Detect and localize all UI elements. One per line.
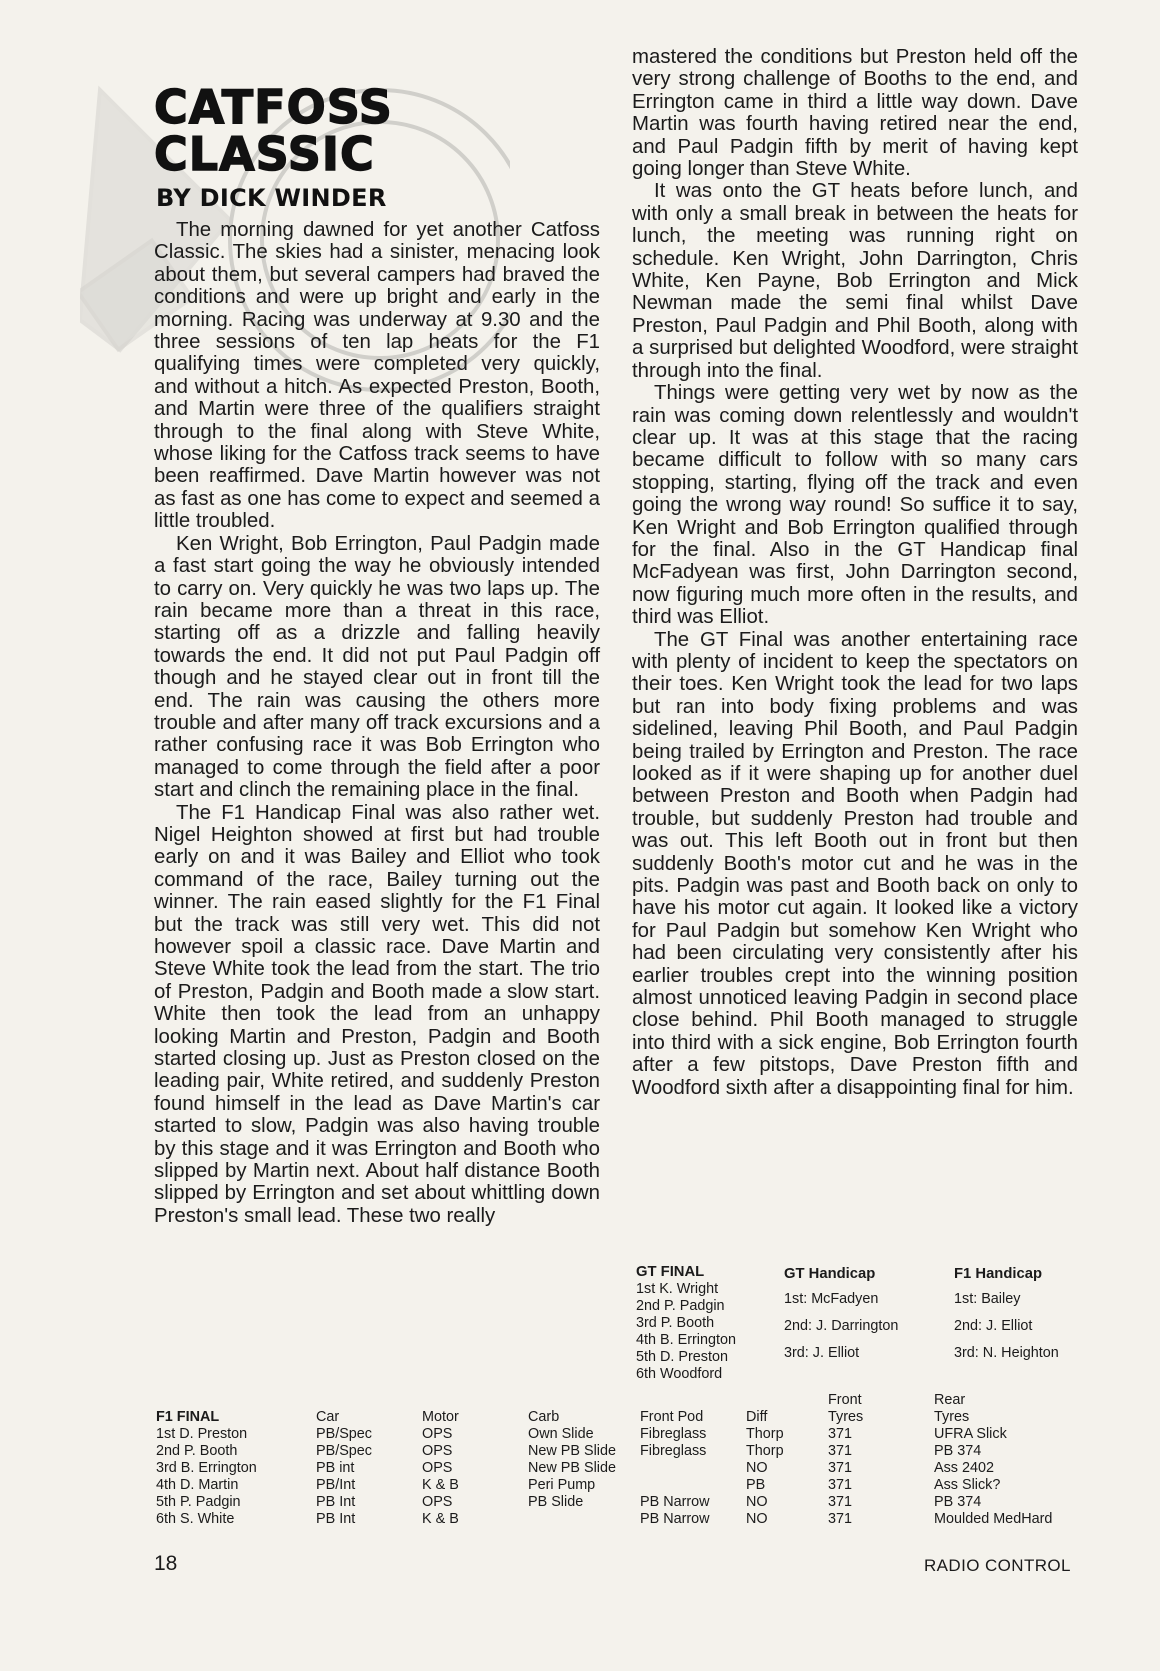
title-line-2: CLASSIC <box>154 127 375 181</box>
rear-tyres-cell: PB 374 <box>934 1494 982 1510</box>
rear-tyres-cell: Ass Slick? <box>934 1477 1001 1493</box>
motor-header: Motor <box>422 1409 459 1425</box>
result-row: 4th B. Errington <box>636 1332 736 1348</box>
front-tyres-header-2: Tyres <box>828 1409 864 1425</box>
rear-tyres-cell: PB 374 <box>934 1443 982 1459</box>
diff-cell: NO <box>746 1494 768 1510</box>
carb-header: Carb <box>528 1409 560 1425</box>
paragraph: It was onto the GT heats before lunch, and with only a small break in between the heats for lunch, the meeting was running right on schedule. Ken Wright, John Darrington, Chris White, Ken Payne, Bob Errington and Mick Newman made the semi final whilst Dave Preston, Paul Padgin and Phil Booth, along with a surprised but delighted Woodford, were straight through into the final. <box>632 180 1078 382</box>
paragraph: The GT Final was another entertaining race with plenty of incident to keep the spectators on their toes. Ken Wright took the lead for two laps but ran into body fixing problems and was sidelined, leaving Phil Booth, and Paul Padgin being trailed by Errington and Preston. The race looked as if it were shaping up for another duel between Preston and Booth when Padgin had trouble, but suddenly Preston had trouble and was out. This left Booth out in front but then suddenly Booth's motor cut and he was in the pits. Padgin was past and Booth back on only to have his motor cut again. It looked like a victory for Paul Padgin but somehow Ken Wright who had been circulating very consistently after his earlier troubles crept into the winning position almost unnoticed leaving Padgin in second place close behind. Phil Booth managed to struggle into third with a sick engine, Bob Errington fourth after a few pitstops, Dave Preston fifth and Woodford sixth after a disappointing final for him. <box>632 628 1078 1099</box>
gt-final-results <box>636 1264 736 1383</box>
page-number: 18 <box>154 1552 178 1575</box>
paragraph: mastered the conditions but Preston held off the very strong challenge of Booths to the end, and Errington came in third a little way down. Dave Martin was fourth having retired near the end, and Paul Padgin fifth by merit of having kept going longer than Steve White. <box>632 46 1078 181</box>
car-cell: PB int <box>316 1460 355 1476</box>
rear-tyres-column <box>934 1392 1052 1528</box>
front-pod-cell <box>640 1477 710 1494</box>
car-cell: PB/Spec <box>316 1443 372 1459</box>
diff-cell: Thorp <box>746 1426 784 1442</box>
paragraph: Things were getting very wet by now as the rain was coming down relentlessly and wouldn't clear up. It was at this stage that the racing became difficult to follow with so many cars stopping, starting, flying off the track and even going the wrong way round! So suffice it to say, Ken Wright and Bob Errington qualified through for the final. Also in the GT Handicap final McFadyean was first, John Darrington second, now figuring much more often in the results, and third was Elliot. <box>632 382 1078 629</box>
result-row: 3rd P. Booth <box>636 1315 715 1331</box>
car-column <box>316 1409 372 1528</box>
front-tyres-column <box>828 1392 863 1528</box>
result-row: 2nd: J. Darrington <box>784 1318 899 1334</box>
rear-tyres-header-2: Tyres <box>934 1409 970 1425</box>
driver-cell: 4th D. Martin <box>156 1477 239 1493</box>
front-tyres-cell: 371 <box>828 1426 853 1442</box>
result-row: 5th D. Preston <box>636 1349 728 1365</box>
car-cell: PB Int <box>316 1494 356 1510</box>
f1-handicap-heading: F1 Handicap <box>954 1266 1042 1282</box>
front-pod-column <box>640 1409 710 1528</box>
driver-column <box>156 1409 257 1528</box>
f1-final-heading: F1 FINAL <box>156 1409 220 1425</box>
paragraph: Ken Wright, Bob Errington, Paul Padgin made a fast start going the way he obviously intended to carry on. Very quickly he was two laps up. The rain became more than a threat in this race, starting off as a drizzle and falling heavily towards the end. It did not put Paul Padgin off though and he stayed clear out in front till the end. The rain was causing the others more trouble and after many off track excursions and a rather confusing race it was Bob Errington who managed to come through the field after a poor start and clinch the remaining place in the final. <box>154 532 600 802</box>
rear-tyres-cell: Ass 2402 <box>934 1460 995 1476</box>
motor-cell: OPS <box>422 1494 453 1510</box>
result-row: 1st: Bailey <box>954 1291 1021 1307</box>
motor-cell: OPS <box>422 1460 453 1476</box>
carb-column <box>528 1409 616 1528</box>
car-cell: PB/Spec <box>316 1426 372 1442</box>
carb-cell: PB Slide <box>528 1494 584 1510</box>
car-header: Car <box>316 1409 340 1425</box>
magazine-name: RADIO CONTROL <box>924 1556 1071 1575</box>
front-pod-cell: Fibreglass <box>640 1426 707 1442</box>
motor-cell: K & B <box>422 1511 459 1527</box>
front-tyres-cell: 371 <box>828 1511 853 1527</box>
rear-tyres-cell: Moulded MedHard <box>934 1511 1053 1527</box>
carb-cell <box>528 1511 616 1528</box>
front-pod-cell <box>640 1460 710 1477</box>
carb-cell: Own Slide <box>528 1426 594 1442</box>
motor-column <box>422 1409 459 1528</box>
title-line-1: CATFOSS <box>154 80 393 134</box>
gt-final-heading: GT FINAL <box>636 1264 705 1280</box>
diff-cell: NO <box>746 1460 768 1476</box>
motor-cell: K & B <box>422 1477 459 1493</box>
diff-cell: Thorp <box>746 1443 784 1459</box>
driver-cell: 2nd P. Booth <box>156 1443 238 1459</box>
result-row: 3rd: N. Heighton <box>954 1345 1059 1361</box>
left-column <box>154 219 600 1227</box>
driver-cell: 1st D. Preston <box>156 1426 248 1442</box>
result-row: 1st K. Wright <box>636 1281 719 1297</box>
gt-handicap-heading: GT Handicap <box>784 1266 876 1282</box>
byline: BY DICK WINDER <box>156 184 387 212</box>
front-tyres-cell: 371 <box>828 1443 853 1459</box>
carb-cell: Peri Pump <box>528 1477 596 1493</box>
front-tyres-header-1: Front <box>828 1392 862 1408</box>
motor-cell: OPS <box>422 1443 453 1459</box>
front-pod-cell: PB Narrow <box>640 1494 710 1510</box>
carb-cell: New PB Slide <box>528 1443 616 1459</box>
car-cell: PB Int <box>316 1511 356 1527</box>
f1-handicap-results <box>954 1264 1059 1367</box>
result-row: 6th Woodford <box>636 1366 723 1382</box>
carb-cell: New PB Slide <box>528 1460 616 1476</box>
front-pod-header: Front Pod <box>640 1409 704 1425</box>
motor-cell: OPS <box>422 1426 453 1442</box>
right-column <box>632 46 1078 1099</box>
rear-tyres-cell: UFRA Slick <box>934 1426 1007 1442</box>
gt-handicap-results <box>784 1264 898 1367</box>
diff-header: Diff <box>746 1409 768 1425</box>
article-title <box>154 80 594 181</box>
diff-cell: PB <box>746 1477 766 1493</box>
driver-cell: 5th P. Padgin <box>156 1494 241 1510</box>
result-row: 3rd: J. Elliot <box>784 1345 860 1361</box>
front-tyres-cell: 371 <box>828 1477 853 1493</box>
result-row: 2nd P. Padgin <box>636 1298 725 1314</box>
paragraph: The morning dawned for yet another Catfoss Classic. The skies had a sinister, menacing look about them, but several campers had braved the conditions and were up bright and early in the morning. Racing was underway at 9.30 and the three sessions of ten lap heats for the F1 qualifying times were completed very quickly, and without a hitch. As expected Preston, Booth, and Martin were three of the qualifiers straight through to the final along with Steve White, whose liking for the Catfoss track seems to have been reaffirmed. Dave Martin however was not as fast as one has come to expect and seemed a little troubled. <box>154 219 600 533</box>
result-row: 2nd: J. Elliot <box>954 1318 1033 1334</box>
front-tyres-cell: 371 <box>828 1460 853 1476</box>
result-row: 1st: McFadyen <box>784 1291 879 1307</box>
diff-cell: NO <box>746 1511 768 1527</box>
front-pod-cell: Fibreglass <box>640 1443 707 1459</box>
front-pod-cell: PB Narrow <box>640 1511 710 1527</box>
driver-cell: 6th S. White <box>156 1511 235 1527</box>
rear-tyres-header-1: Rear <box>934 1392 966 1408</box>
paragraph: The F1 Handicap Final was also rather wet. Nigel Heighton showed at first but had trouble early on and it was Bailey and Elliot who took command of the race, Bailey turning out the winner. The rain eased slightly for the F1 Final but the track was still very wet. This did not however spoil a classic race. Dave Martin and Steve White took the lead from the start. The trio of Preston, Padgin and Booth made a slow start. White then took the lead from an unhappy looking Martin and Preston, Padgin and Booth started closing up. Just as Preston closed on the leading pair, White retired, and suddenly Preston found himself in the lead as Dave Martin's car started to slow, Padgin was also having trouble by this stage and it was Errington and Booth who slipped by Martin next. About half distance Booth slipped by Errington and set about whittling down Preston's small lead. These two really <box>154 801 600 1227</box>
driver-cell: 3rd B. Errington <box>156 1460 257 1476</box>
front-tyres-cell: 371 <box>828 1494 853 1510</box>
diff-column <box>746 1409 784 1528</box>
car-cell: PB/Int <box>316 1477 356 1493</box>
